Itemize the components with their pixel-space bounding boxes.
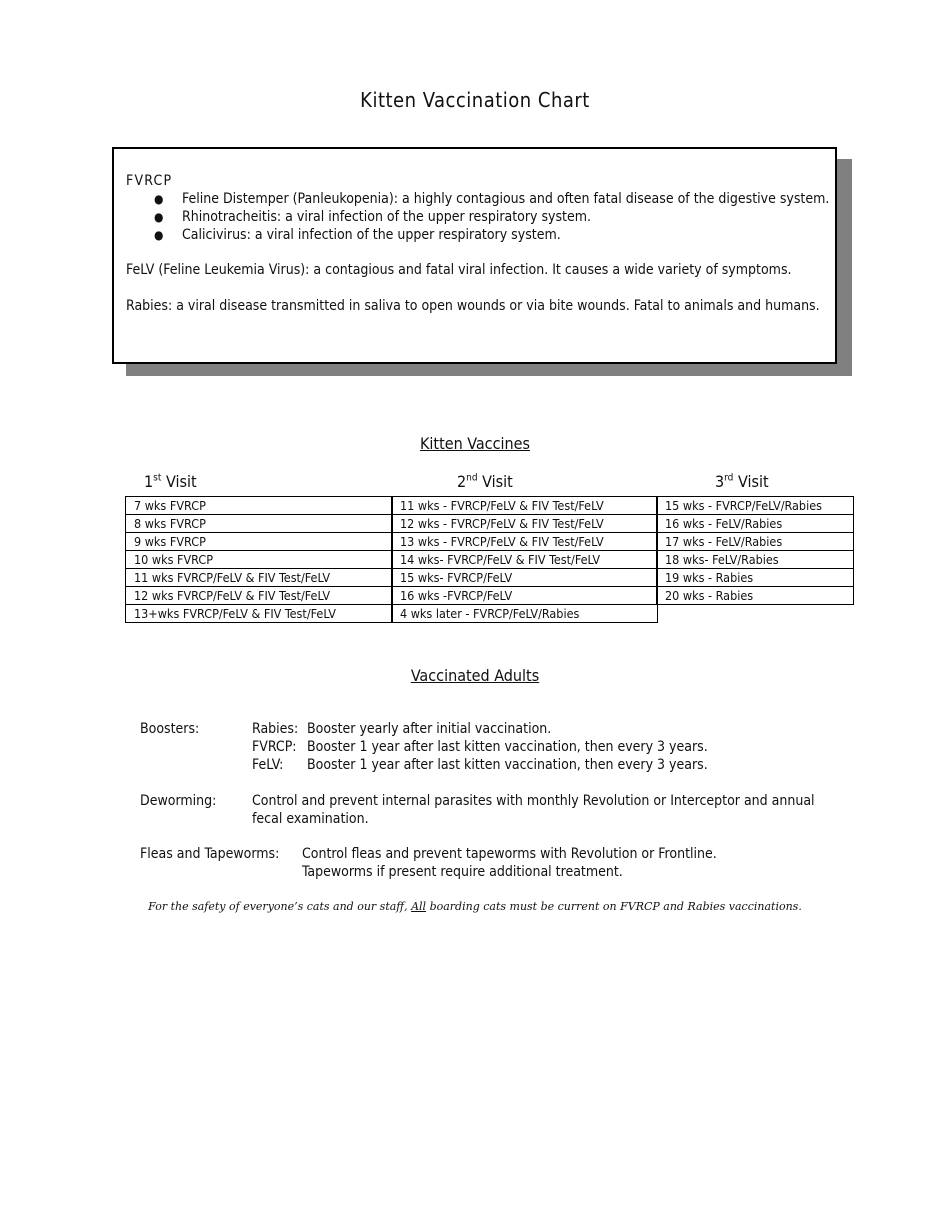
booster-rabies-key: Rabies:: [252, 721, 299, 737]
list-item: ● Calicivirus: a viral infection of the upper respiratory system.: [154, 227, 561, 243]
table-row: 13 wks - FVRCP/FeLV & FIV Test/FeLV: [392, 533, 658, 551]
booster-rabies-text: Booster yearly after initial vaccination.: [307, 721, 552, 737]
vaccinated-adults-title: Vaccinated Adults: [410, 666, 540, 685]
table-row: 7 wks FVRCP: [126, 497, 393, 515]
fleas-text-2: Tapeworms if present require additional treatment.: [302, 864, 623, 880]
table-row: 12 wks FVRCP/FeLV & FIV Test/FeLV: [126, 587, 393, 605]
table-row: 12 wks - FVRCP/FeLV & FIV Test/FeLV: [392, 515, 658, 533]
table-row: 14 wks- FVRCP/FeLV & FIV Test/FeLV: [392, 551, 658, 569]
table-row: 18 wks- FeLV/Rabies: [657, 551, 854, 569]
visit-1-heading: 1st Visit: [144, 472, 197, 491]
booster-felv-text: Booster 1 year after last kitten vaccination, then every 3 years.: [307, 757, 708, 773]
visit-1-table: [125, 496, 393, 623]
table-row: 13+wks FVRCP/FeLV & FIV Test/FeLV: [126, 605, 393, 623]
visit-2-table: [391, 496, 658, 623]
table-row: 16 wks -FVRCP/FeLV: [392, 587, 658, 605]
table-row: 17 wks - FeLV/Rabies: [657, 533, 854, 551]
page-title: Kitten Vaccination Chart: [360, 88, 590, 112]
fleas-text-1: Control fleas and prevent tapeworms with Revolution or Frontline.: [302, 846, 717, 862]
felv-definition: FeLV (Feline Leukemia Virus): a contagious and fatal viral infection. It causes a wide variety of symptoms.: [126, 262, 792, 278]
table-row: 4 wks later - FVRCP/FeLV/Rabies: [392, 605, 658, 623]
bullet-icon: ●: [154, 228, 164, 242]
booster-fvrcp-key: FVRCP:: [252, 739, 297, 755]
deworming-text-2: fecal examination.: [252, 811, 369, 827]
rabies-definition: Rabies: a viral disease transmitted in saliva to open wounds or via bite wounds. Fatal to animals and humans.: [126, 298, 820, 314]
definitions-box: [112, 147, 837, 364]
deworming-label: Deworming:: [140, 793, 217, 809]
visit-3-table: [656, 496, 854, 605]
kitten-vaccines-title: Kitten Vaccines: [419, 434, 530, 453]
table-row: 20 wks - Rabies: [657, 587, 854, 605]
fvrcp-list: [126, 190, 829, 244]
table-row: 15 wks - FVRCP/FeLV/Rabies: [657, 497, 854, 515]
table-row: 9 wks FVRCP: [126, 533, 393, 551]
footer-note: For the safety of everyone’s cats and our staff, All boarding cats must be current on FVRCP and Rabies vaccinations.: [148, 900, 802, 913]
table-row: 8 wks FVRCP: [126, 515, 393, 533]
list-item: ● Feline Distemper (Panleukopenia): a highly contagious and often fatal disease of the digestive system.: [154, 191, 830, 207]
boosters-label: Boosters:: [140, 721, 200, 737]
table-row: 15 wks- FVRCP/FeLV: [392, 569, 658, 587]
table-row: 11 wks FVRCP/FeLV & FIV Test/FeLV: [126, 569, 393, 587]
bullet-icon: ●: [154, 192, 164, 206]
visit-2-heading: 2nd Visit: [457, 472, 513, 491]
list-item: ● Rhinotracheitis: a viral infection of the upper respiratory system.: [154, 209, 592, 225]
table-row: 11 wks - FVRCP/FeLV & FIV Test/FeLV: [392, 497, 658, 515]
table-row: 16 wks - FeLV/Rabies: [657, 515, 854, 533]
fleas-label: Fleas and Tapeworms:: [140, 846, 280, 862]
table-row: 19 wks - Rabies: [657, 569, 854, 587]
table-row: 10 wks FVRCP: [126, 551, 393, 569]
booster-fvrcp-text: Booster 1 year after last kitten vaccination, then every 3 years.: [307, 739, 708, 755]
deworming-text-1: Control and prevent internal parasites with monthly Revolution or Interceptor and annual: [252, 793, 815, 809]
booster-felv-key: FeLV:: [252, 757, 284, 773]
bullet-icon: ●: [154, 210, 164, 224]
fvrcp-heading: FVRCP: [126, 173, 173, 189]
visit-3-heading: 3rd Visit: [715, 472, 769, 491]
